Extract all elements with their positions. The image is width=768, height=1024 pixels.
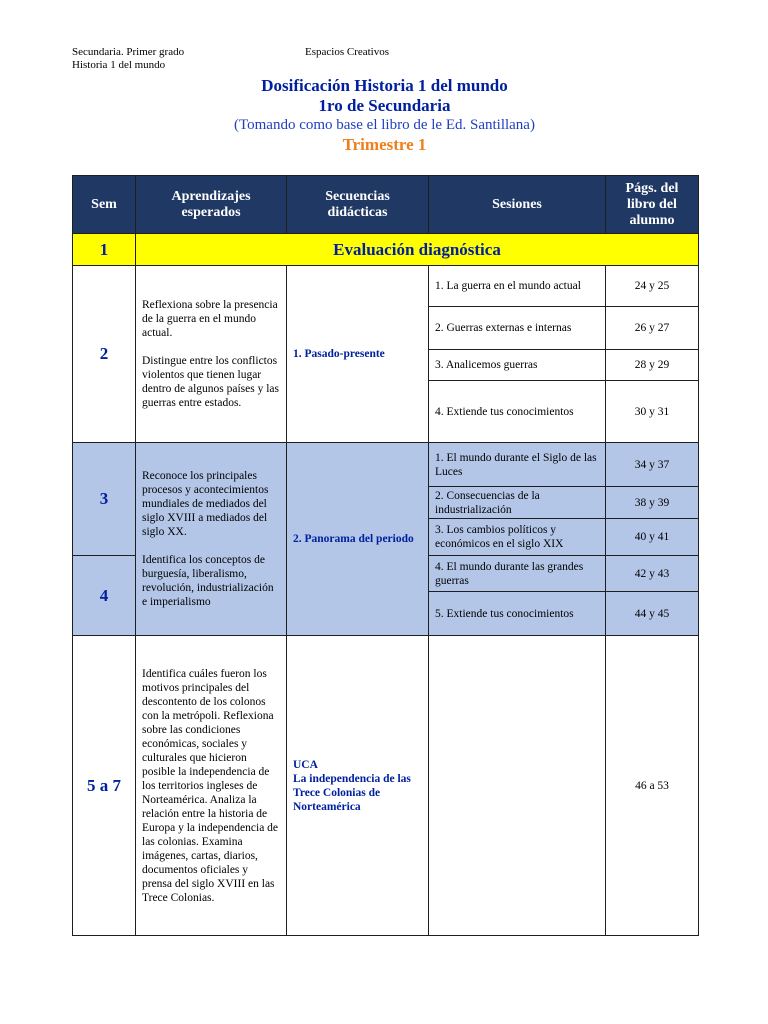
sesion-cell: 1. La guerra en el mundo actual	[429, 266, 606, 307]
aprendizajes-cell	[136, 443, 287, 636]
week-number: 1	[73, 234, 136, 266]
table-row	[73, 266, 699, 307]
sesion-cell	[429, 636, 606, 936]
source-note: (Tomando como base el libro de le Ed. Santillana)	[234, 117, 535, 133]
pages-cell: 46 a 53	[606, 636, 699, 936]
pages-cell: 42 y 43	[606, 556, 699, 592]
header-subject: Historia 1 del mundo	[72, 59, 166, 71]
dosificacion-table	[72, 175, 699, 936]
aprendizajes-cell: Identifica cuáles fueron los motivos principales del descontento de los colonos con la metrópoli. Reflexiona sobre las condiciones económicas, sociales y culturales que hicieron posible la independencia de los territorios ingleses de Norteamérica. Analiza la relación entre la historia de Europa y la independencia de las colonias. Examina imágenes, cartas, diarios, documentos oficiales y prensa del siglo XVIII en las Trece Colonias.	[136, 636, 287, 936]
week-number: 3	[73, 443, 136, 556]
aprendizajes-cell	[136, 266, 287, 443]
table-row	[73, 636, 699, 936]
week-number: 2	[73, 266, 136, 443]
term-title: Trimestre 1	[342, 135, 427, 154]
secuencia-title: La independencia de las Trece Colonias de Norteamérica	[293, 772, 411, 813]
aprendizaje-text: Identifica los conceptos de burguesía, liberalismo, revolución, industrialización e imperialismo	[142, 554, 274, 608]
sesion-cell: 2. Consecuencias de la industrialización	[429, 487, 606, 519]
sesion-cell: 3. Analicemos guerras	[429, 350, 606, 381]
grade-title: 1ro de Secundaria	[318, 96, 451, 115]
sesion-cell: 3. Los cambios políticos y económicos en el siglo XIX	[429, 519, 606, 556]
pages-cell: 30 y 31	[606, 381, 699, 443]
sesion-cell: 4. Extiende tus conocimientos	[429, 381, 606, 443]
aprendizaje-text: Distingue entre los conflictos violentos que tienen lugar dentro de algunos países y las guerras entre estados.	[142, 355, 280, 409]
header-sem: Sem	[73, 176, 136, 234]
table-row	[73, 443, 699, 487]
pages-cell: 34 y 37	[606, 443, 699, 487]
aprendizaje-text: Reflexiona sobre la presencia de la guerra en el mundo actual.	[142, 299, 278, 339]
pages-cell: 26 y 27	[606, 307, 699, 350]
header-paginas: Págs. del libro del alumno	[606, 176, 699, 234]
secuencia-cell: 2. Panorama del periodo	[287, 443, 429, 636]
table-header-row	[73, 176, 699, 234]
secuencia-code: UCA	[293, 758, 318, 771]
week-number: 5 a 7	[73, 636, 136, 936]
table-row	[73, 234, 699, 266]
sesion-cell: 4. El mundo durante las grandes guerras	[429, 556, 606, 592]
aprendizaje-text: Reconoce los principales procesos y acontecimientos mundiales de mediados del siglo XVIII a mediados del siglo XX.	[142, 470, 269, 538]
secuencia-cell: 1. Pasado-presente	[287, 266, 429, 443]
secuencia-cell	[287, 636, 429, 936]
header-brand: Espacios Creativos	[305, 46, 390, 58]
diagnostic-label: Evaluación diagnóstica	[136, 234, 699, 266]
header-sesiones: Sesiones	[429, 176, 606, 234]
header-secuencias: Secuencias didácticas	[287, 176, 429, 234]
document-header-left	[72, 46, 184, 72]
page-title: Dosificación Historia 1 del mundo	[261, 76, 508, 95]
pages-cell: 38 y 39	[606, 487, 699, 519]
sesion-cell: 5. Extiende tus conocimientos	[429, 592, 606, 636]
pages-cell: 28 y 29	[606, 350, 699, 381]
sesion-cell: 1. El mundo durante el Siglo de las Luces	[429, 443, 606, 487]
header-aprendizajes: Aprendizajes esperados	[136, 176, 287, 234]
pages-cell: 40 y 41	[606, 519, 699, 556]
week-number: 4	[73, 556, 136, 636]
pages-cell: 24 y 25	[606, 266, 699, 307]
title-block	[72, 76, 697, 156]
sesion-cell: 2. Guerras externas e internas	[429, 307, 606, 350]
pages-cell: 44 y 45	[606, 592, 699, 636]
header-level: Secundaria. Primer grado	[72, 46, 185, 58]
